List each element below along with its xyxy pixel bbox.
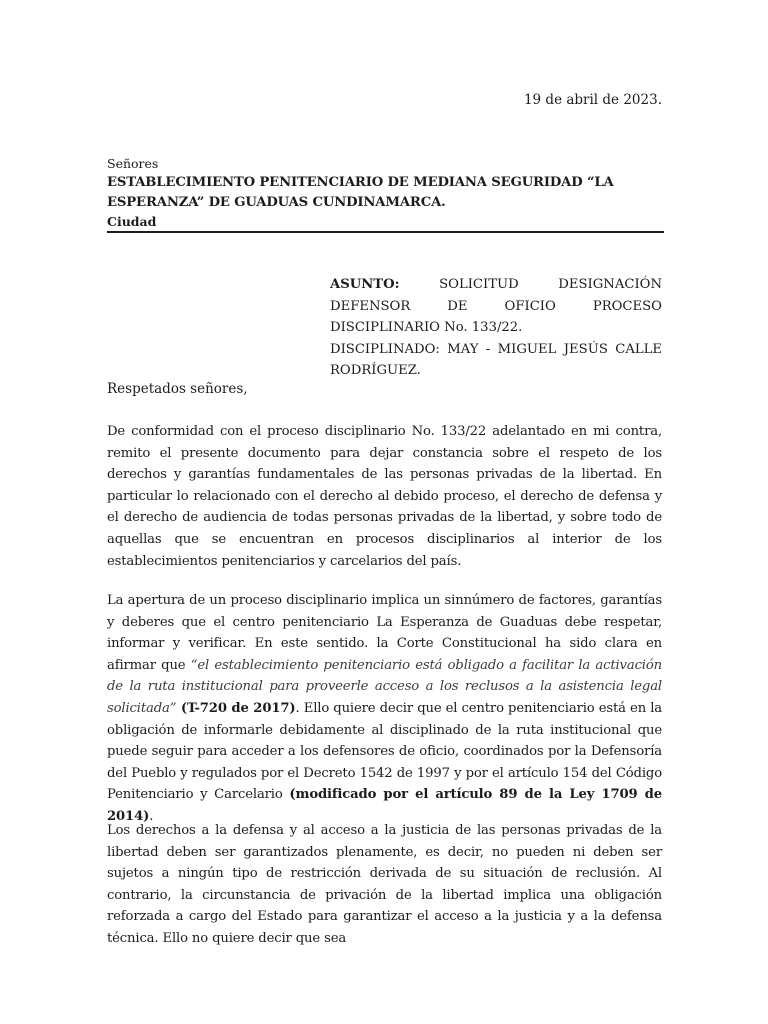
subject-block — [330, 274, 662, 382]
court-quote: “el establecimiento penitenciario está obligado a facilitar la activación de la ruta institucional para proveerle acceso a los reclusos a la asistencia legal solicitada” — [107, 657, 663, 716]
letter-date: 19 de abril de 2023. — [523, 92, 662, 108]
header-divider — [107, 231, 664, 233]
subject-label: ASUNTO: — [330, 277, 400, 292]
citation-ley-1709: (modificado por el artículo 89 de la Ley 1709 de 2014) — [107, 787, 662, 824]
paragraph-2-text-a: La apertura de un proceso disciplinario implica un sinnúmero de factores, garantías y deberes que el centro penitenciario La Esperanza de Guaduas debe respetar, informar y verificar. En este sentido. la Corte Constitucional ha sido clara en afirmar que — [107, 593, 662, 673]
paragraph-3: Los derechos a la defensa y al acceso a la justicia de las personas privadas de la libertad deben ser garantizados plenamente, es decir, no pueden ni deben ser sujetos a ningún tipo de restricción derivada de su situación de reclusión. Al contrario, la circunstancia de privación de la libertad implica una obligación reforzada a cargo del Estado para garantizar el acceso a la justicia y a la defensa técnica. Ello no quiere decir que sea — [107, 823, 662, 946]
recipient-salutation: Señores — [107, 156, 159, 171]
recipient-name: ESTABLECIMIENTO PENITENCIARIO DE MEDIANA SEGURIDAD “LA ESPERANZA” DE GUADUAS CUNDINAMARCA. — [107, 175, 614, 210]
paragraph-2-text-c: . — [149, 808, 154, 824]
citation-t720: (T-720 de 2017) — [176, 700, 296, 716]
disciplinado-line: DISCIPLINADO: MAY - MIGUEL JESÚS CALLE RODRÍGUEZ. — [330, 341, 662, 378]
greeting: Respetados señores, — [107, 381, 248, 397]
paragraph-2 — [107, 590, 662, 828]
recipient-city: Ciudad — [107, 214, 157, 229]
subject-text: SOLICITUD DESIGNACIÓN DEFENSOR DE OFICIO PROCESO DISCIPLINARIO No. 133/22. — [330, 277, 662, 335]
paragraph-2-text-b: . Ello quiere decir que el centro penitenciario está en la obligación de informarle debidamente al disciplinado de la ruta institucional que puede seguir para acceder a los defensores de oficio, coordinados por la Defensoría del Pueblo y regulados por el Decreto 1542 de 1997 y por el artículo 154 del Código Penitenciario y Carcelario — [107, 700, 662, 803]
recipient-block — [107, 154, 664, 233]
paragraph-1: De conformidad con el proceso disciplinario No. 133/22 adelantado en mi contra, remito el presente documento para dejar constancia sobre el respeto de los derechos y garantías fundamentales de las personas privadas de la libertad. En particular lo relacionado con el derecho al debido proceso, el derecho de defensa y el derecho de audiencia de todas personas privadas de la libertad, y sobre todo de aquellas que se encuentran en procesos disciplinarios al interior de los establecimientos penitenciarios y carcelarios del país. — [107, 424, 662, 569]
